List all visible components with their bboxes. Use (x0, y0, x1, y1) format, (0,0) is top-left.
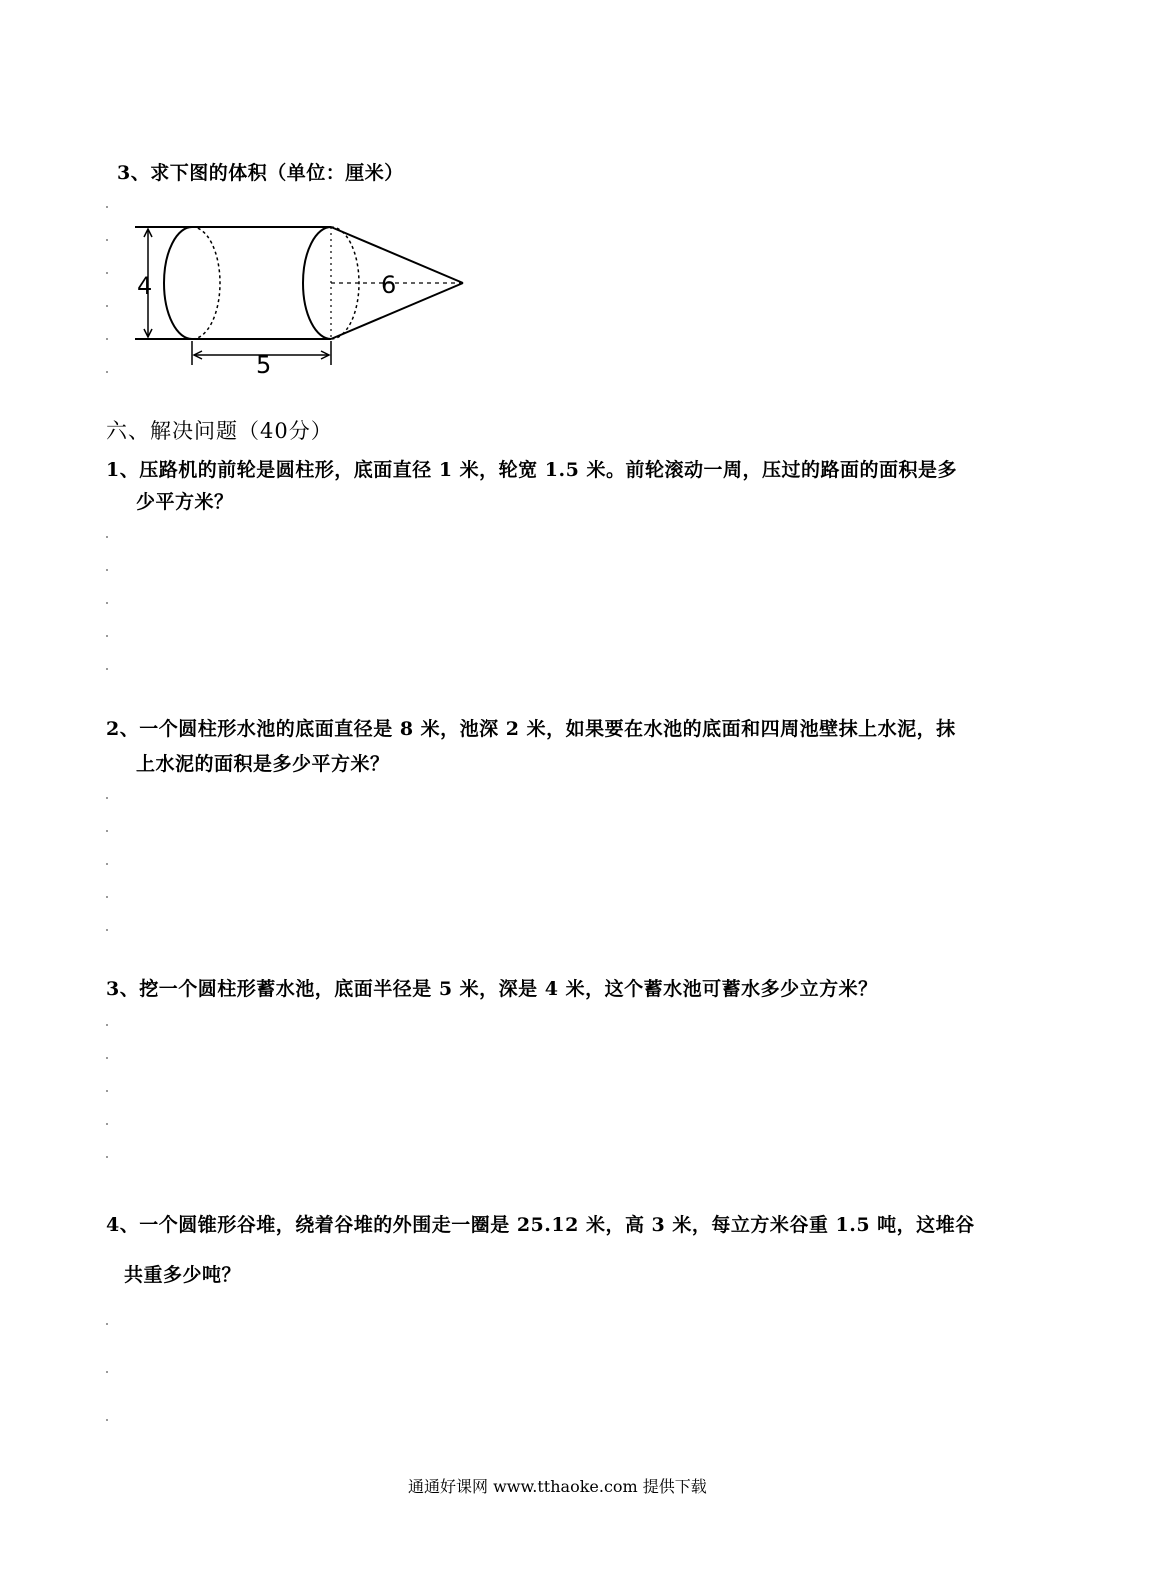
margin-dot (106, 896, 108, 898)
question-3-line-1: 3、挖一个圆柱形蓄水池，底面半径是 5 米，深是 4 米，这个蓄水池可蓄水多少立方米？ (106, 978, 878, 1000)
right-ellipse-back (331, 227, 359, 339)
question-4-line-2: 共重多少吨？ (124, 1264, 242, 1286)
margin-dot (106, 863, 108, 865)
margin-dot (106, 635, 108, 637)
cone-bottom-edge (331, 283, 463, 339)
question-4-line-1: 4、一个圆锥形谷堆，绕着谷堆的外围走一圈是 25.12 米，高 3 米，每立方米谷重 1.5 吨，这堆谷 (106, 1214, 975, 1236)
margin-dot (106, 1123, 108, 1125)
margin-dot (106, 239, 108, 241)
margin-dot (106, 1024, 108, 1026)
question-1-line-2: 少平方米？ (136, 491, 234, 513)
margin-dot (106, 1371, 108, 1373)
right-ellipse-front (303, 227, 331, 339)
cylinder-cone-figure (125, 215, 485, 385)
question-2-line-2: 上水泥的面积是多少平方米？ (136, 753, 390, 775)
footer: 通通好课网 www.tthaoke.com 提供下载 (408, 1477, 707, 1496)
left-ellipse-front (164, 227, 192, 339)
problem-3-title: 3、求下图的体积（单位：厘米） (117, 162, 404, 184)
question-2-line-1: 2、一个圆柱形水池的底面直径是 8 米，池深 2 米，如果要在水池的底面和四周池壁抹上水泥，抹 (106, 718, 956, 740)
margin-dot (106, 1057, 108, 1059)
margin-dot (106, 536, 108, 538)
margin-dot (106, 371, 108, 373)
left-ellipse-back (192, 227, 220, 339)
margin-dot (106, 272, 108, 274)
margin-dot (106, 1156, 108, 1158)
margin-dot (106, 602, 108, 604)
margin-dot (106, 1419, 108, 1421)
margin-dot (106, 206, 108, 208)
margin-dot (106, 338, 108, 340)
margin-dot (106, 305, 108, 307)
margin-dot (106, 830, 108, 832)
margin-dot (106, 929, 108, 931)
margin-dot (106, 1090, 108, 1092)
margin-dot (106, 569, 108, 571)
question-1-line-1: 1、压路机的前轮是圆柱形，底面直径 1 米，轮宽 1.5 米。前轮滚动一周，压过的路面的面积是多 (106, 459, 957, 481)
cone-height-label: 6 (381, 271, 397, 299)
length-label: 5 (256, 351, 272, 379)
margin-dot (106, 797, 108, 799)
height-label: 4 (137, 272, 153, 300)
section-6-title: 六、解决问题（40分） (106, 419, 333, 443)
margin-dot (106, 1323, 108, 1325)
margin-dot (106, 668, 108, 670)
cone-top-edge (331, 227, 463, 283)
